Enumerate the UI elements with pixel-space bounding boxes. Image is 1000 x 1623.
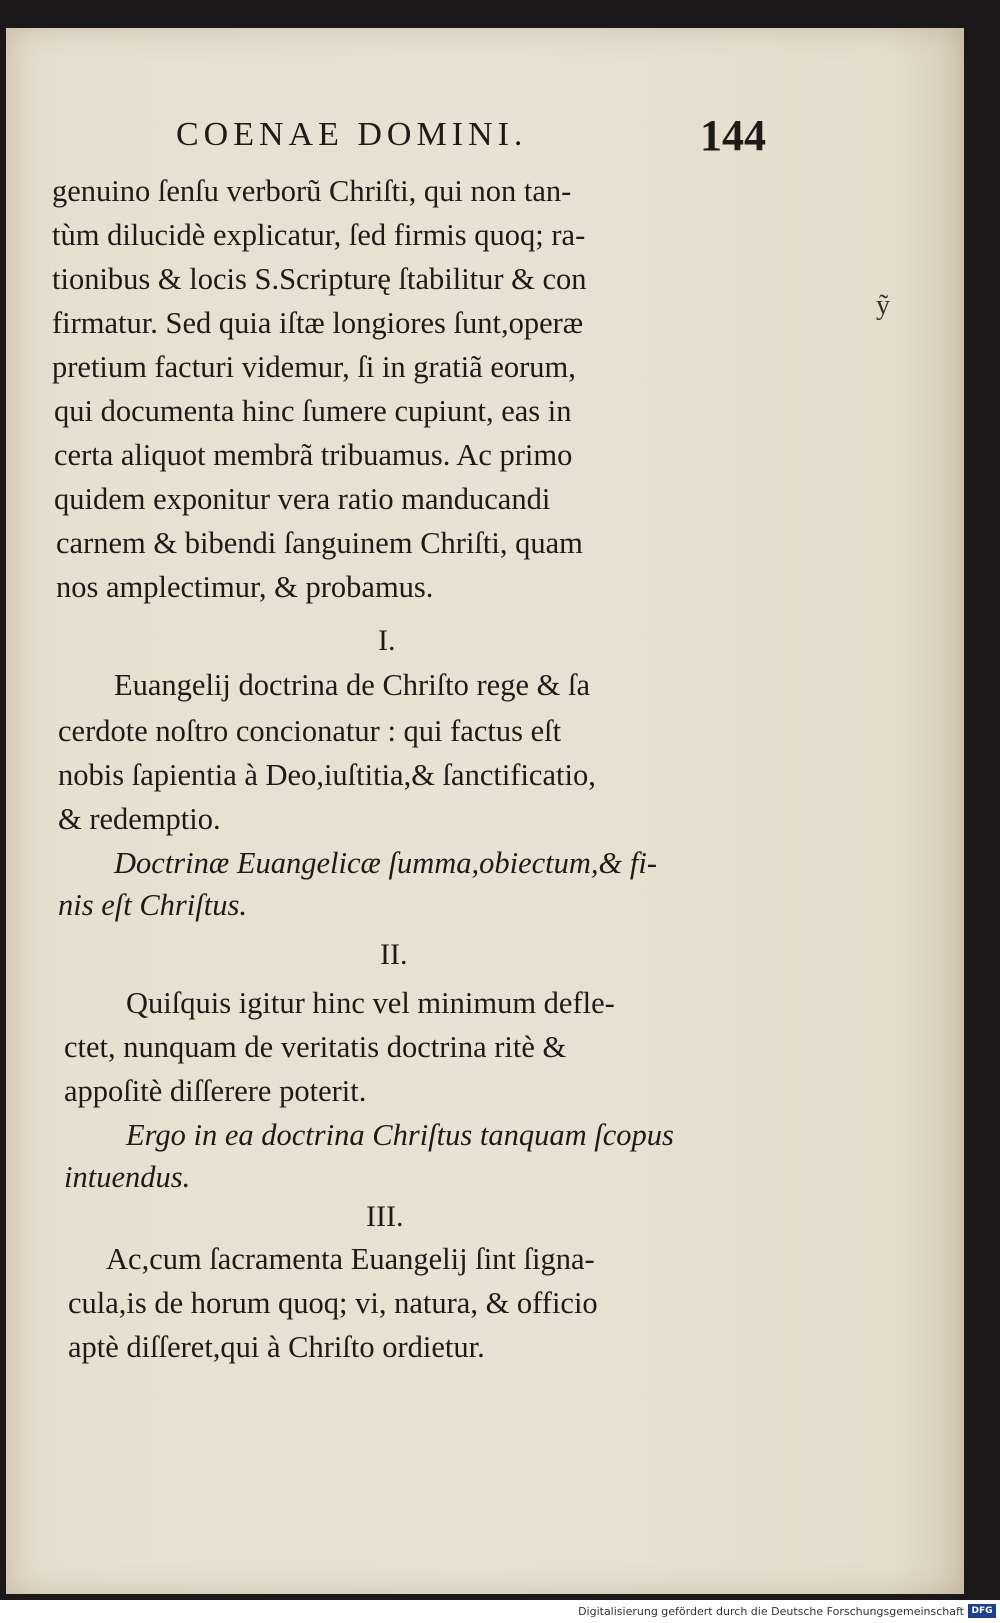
book-page xyxy=(6,28,964,1594)
running-head: COENAE DOMINI. xyxy=(176,116,528,153)
text-line: aptè diſſeret,qui à Chriſto ordietur. xyxy=(68,1330,485,1364)
dfg-logo-badge: DFG xyxy=(968,1604,996,1618)
section-heading: I. xyxy=(378,624,396,657)
text-line: carnem & bibendi ſanguinem Chriſti, quam xyxy=(56,526,583,560)
text-line: quidem exponitur vera ratio manducandi xyxy=(54,482,551,516)
text-line: cula,is de horum quoq; vi, natura, & officio xyxy=(68,1286,598,1320)
text-line: appoſitè diſſerere poterit. xyxy=(64,1074,367,1108)
text-line: nobis ſapientia à Deo,iuſtitia,& ſanctificatio, xyxy=(58,758,596,792)
footer-bar xyxy=(0,1600,1000,1623)
text-line: & redemptio. xyxy=(58,802,221,836)
text-line: tionibus & locis S.Scripturę ſtabilitur & con xyxy=(52,262,587,296)
text-line: ctet, nunquam de veritatis doctrina ritè & xyxy=(64,1030,567,1064)
italic-line: intuendus. xyxy=(64,1160,191,1194)
text-line: cerdote noſtro concionatur : qui factus eſt xyxy=(58,714,562,748)
page-header xyxy=(126,110,766,170)
italic-line: nis eſt Chriſtus. xyxy=(58,888,247,922)
footer-credit: Digitalisierung gefördert durch die Deutsche Forschungsgemeinschaft xyxy=(578,1605,964,1618)
section-heading: III. xyxy=(366,1200,404,1233)
margin-mark: ỹ xyxy=(876,290,890,321)
text-line: nos amplectimur, & probamus. xyxy=(56,570,434,604)
text-line: pretium facturi videmur, ſi in gratiã eorum, xyxy=(52,350,576,384)
section-heading: II. xyxy=(380,938,408,971)
text-line: Quiſquis igitur hinc vel minimum defle- xyxy=(126,986,615,1020)
text-line: genuino ſenſu verborũ Chriſti, qui non tan- xyxy=(52,174,572,208)
text-line: Euangelij doctrina de Chriſto rege & ſa xyxy=(114,668,590,702)
text-line: Ac,cum ſacramenta Euangelij ſint ſigna- xyxy=(106,1242,595,1276)
text-line: firmatur. Sed quia iſtæ longiores ſunt,operæ xyxy=(52,306,584,340)
italic-line: Doctrinæ Euangelicæ ſumma,obiectum,& fi- xyxy=(114,846,657,880)
text-line: tùm dilucidè explicatur, ſed firmis quoq; ra- xyxy=(52,218,586,252)
page-number: 144 xyxy=(700,111,766,160)
italic-line: Ergo in ea doctrina Chriſtus tanquam ſcopus xyxy=(126,1118,674,1152)
text-line: certa aliquot membrã tribuamus. Ac primo xyxy=(54,438,573,472)
text-line: qui documenta hinc ſumere cupiunt, eas in xyxy=(54,394,572,428)
